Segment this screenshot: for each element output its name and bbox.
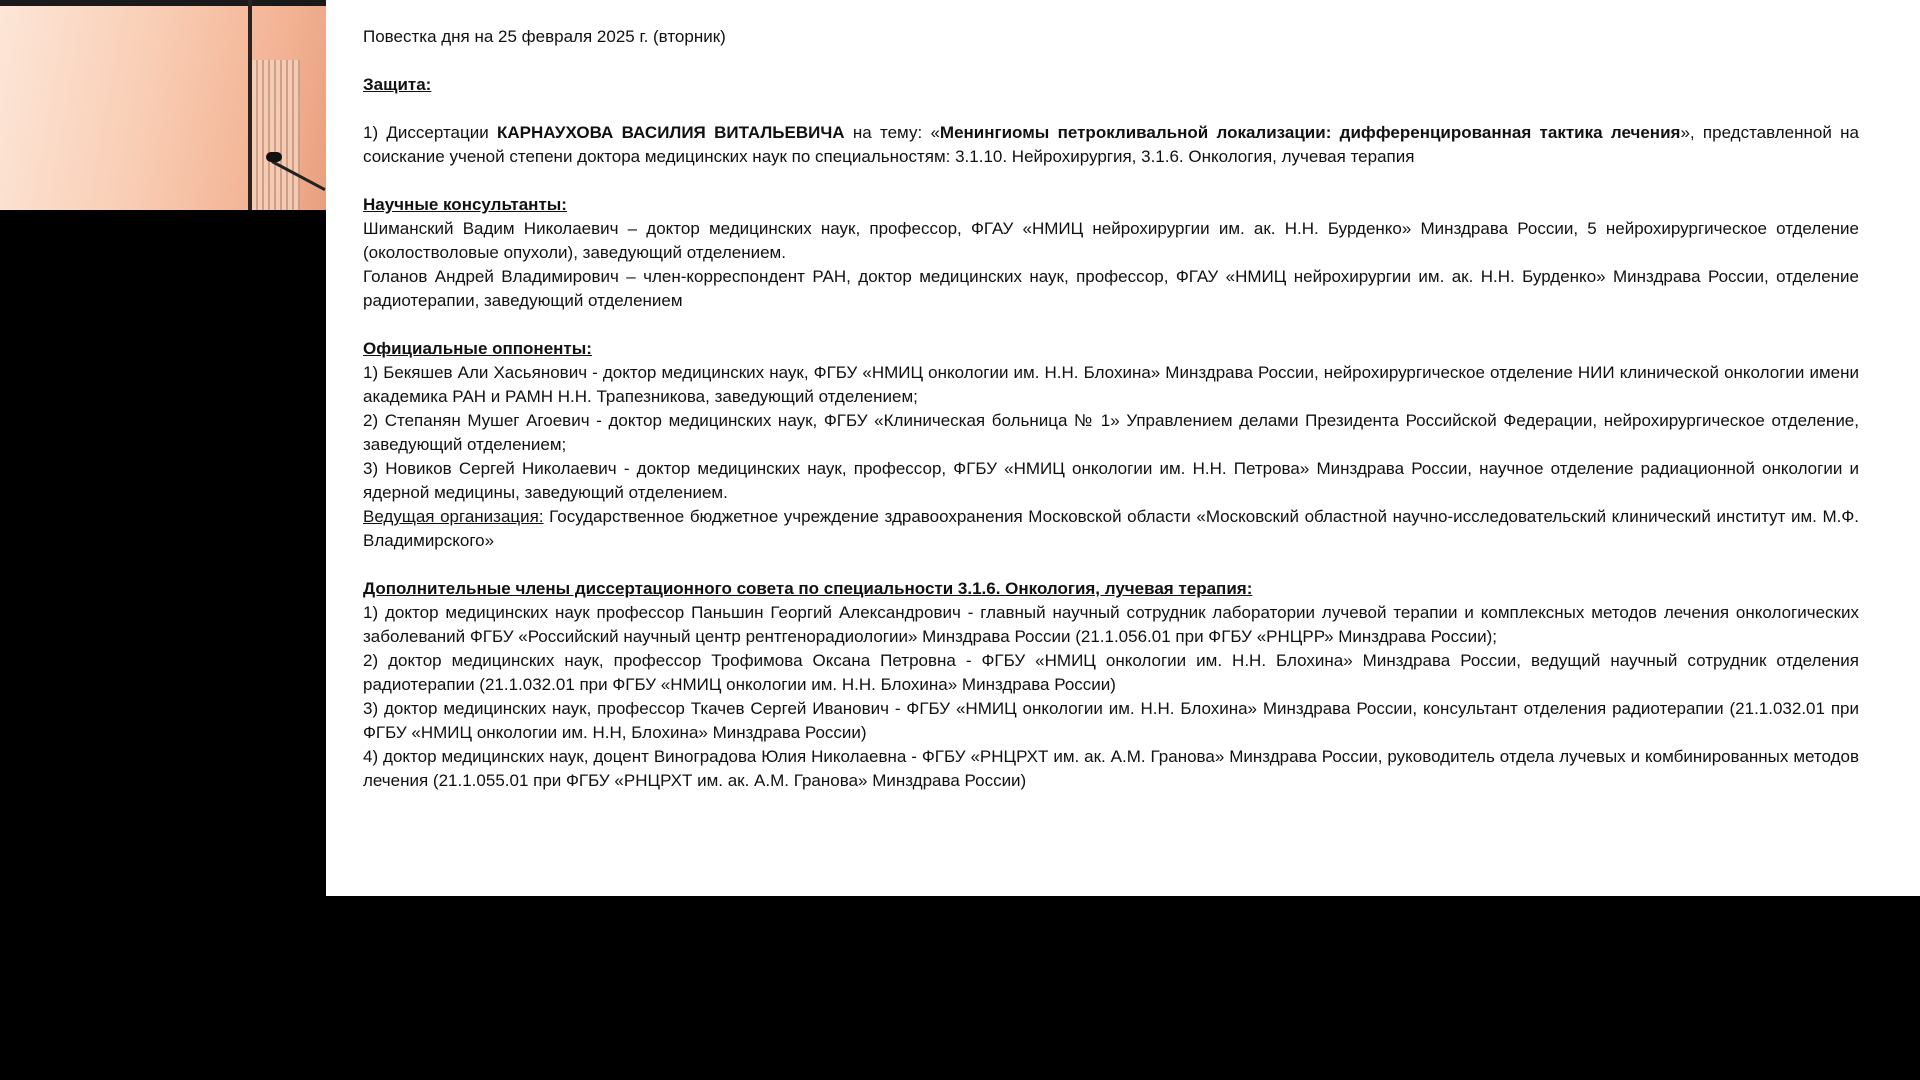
dissertation-topic: Менингиомы петрокливальной локализации: дифференцированная тактика лечения — [939, 123, 1681, 142]
additional-members-heading: Дополнительные члены диссертационного совета по специальности 3.1.6. Онкология, лучевая терапия: — [363, 579, 1253, 598]
opponent-item: 1) Бекяшев Али Хасьянович - доктор медицинских наук, ФГБУ «НМИЦ онкологии им. Н.Н. Блохина» Минздрава России, нейрохирургическое отделение НИИ клинической онкологии имени академика РАН и РАМН Н.Н. Трапезникова, заведующий отделением; — [363, 363, 1859, 406]
member-item: 4) доктор медицинских наук, доцент Виноградова Юлия Николаевна - ФГБУ «РНЦРХТ им. ак. А.М. Гранова» Минздрава России, руководитель отдела лучевых и комбинированных методов лечения (21.1.055.01 при ФГБУ «РНЦРХТ им. ак. А.М. Гранова» Минздрава России) — [363, 747, 1859, 790]
member-item: 1) доктор медицинских наук профессор Паньшин Георгий Александрович - главный научный сотрудник лаборатории лучевой терапии и комплексных методов лечения онкологических заболеваний ФГБУ «Российский научный центр рентгенорадиологии» Минздрава России (21.1.056.01 при ФГБУ «РНЦРР» Минздрава России); — [363, 603, 1859, 646]
defense-item: 1) Диссертации КАРНАУХОВА ВАСИЛИЯ ВИТАЛЬЕВИЧА на тему: «Менингиомы петрокливальной локализации: дифференцированная тактика лечения», представленной на соискание ученой степени доктора медицинских наук по специальностям: 3.1.10. Нейрохирургия, 3.1.6. Онкология, лучевая терапия — [363, 123, 1860, 166]
consultant-item: Шиманский Вадим Николаевич – доктор медицинских наук, профессор, ФГАУ «НМИЦ нейрохирургии им. ак. Н.Н. Бурденко» Минздрава России, 5 нейрохирургическое отделение (околостволовые опухоли), заведующий отделением. — [363, 219, 1859, 262]
leading-organization: Ведущая организация: Государственное бюджетное учреждение здравоохранения Московской области «Московский областной научно-исследовательский клинический институт им. М.Ф. Владимирского» — [363, 507, 1859, 550]
agenda-title: Повестка дня на 25 февраля 2025 г. (вторник) — [363, 27, 726, 46]
leading-org-label: Ведущая организация: — [363, 507, 544, 526]
opponents-heading: Официальные оппоненты: — [363, 339, 592, 358]
candidate-name: КАРНАУХОВА ВАСИЛИЯ ВИТАЛЬЕВИЧА — [497, 123, 845, 142]
member-item: 2) доктор медицинских наук, профессор Трофимова Оксана Петровна - ФГБУ «НМИЦ онкологии им. Н.Н. Блохина» Минздрава России, ведущий научный сотрудник отделения радиотерапии (21.1.032.01 при ФГБУ «НМИЦ онкологии им. Н.Н. Блохина» Минздрава России) — [363, 651, 1859, 694]
slide-content — [363, 25, 1859, 793]
opponent-item: 2) Степанян Мушег Агоевич - доктор медицинских наук, ФГБУ «Клиническая больница № 1» Управлением делами Президента Российской Федерации, нейрохирургическое отделение, заведующий отделением; — [363, 411, 1859, 454]
member-item: 3) доктор медицинских наук, профессор Ткачев Сергей Иванович - ФГБУ «НМИЦ онкологии им. Н.Н. Блохина» Минздрава России, консультант отделения радиотерапии (21.1.032.01 при ФГБУ «НМИЦ онкологии им. Н.Н, Блохина» Минздрава России) — [363, 699, 1859, 742]
video-top-bar — [0, 0, 326, 6]
defense-heading: Защита: — [363, 75, 432, 94]
video-window-blinds — [252, 60, 300, 210]
opponent-item: 3) Новиков Сергей Николаевич - доктор медицинских наук, профессор, ФГБУ «НМИЦ онкологии им. Н.Н. Петрова» Минздрава России, научное отделение радиационной онкологии и ядерной медицины, заведующий отделением. — [363, 459, 1859, 502]
microphone-icon — [266, 152, 282, 162]
consultant-item: Голанов Андрей Владимирович – член-корреспондент РАН, доктор медицинских наук, профессор, ФГАУ «НМИЦ нейрохирургии им. ак. Н.Н. Бурденко» Минздрава России, отделение радиотерапии, заведующий отделением — [363, 267, 1859, 310]
video-thumbnail[interactable] — [0, 0, 326, 210]
presentation-slide — [326, 0, 1920, 896]
consultants-heading: Научные консультанты: — [363, 195, 567, 214]
